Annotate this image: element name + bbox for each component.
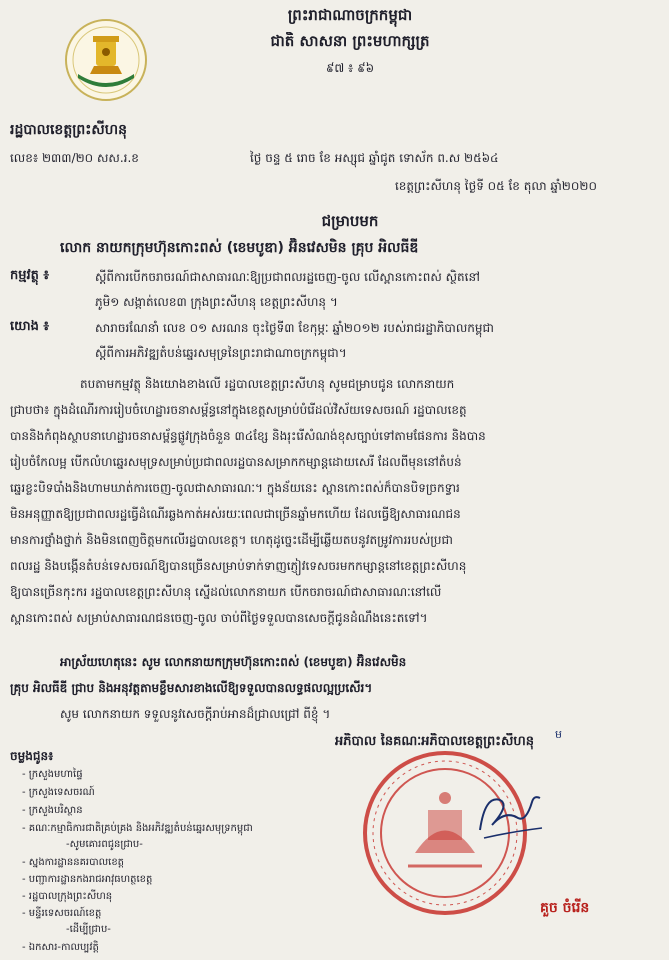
reference-number: លេខ៖ ២៣៣/២០ សស.រ.ខ <box>10 151 139 165</box>
provincial-emblem-logo <box>64 18 148 102</box>
lunar-date: ថ្ងៃ ចន្ទ ៥ រោច ខែ អស្សុជ ឆ្នាំជូត ទោស័ក ព.ស ២៥៦៤ <box>250 151 499 165</box>
signer-name: គួច ចំរើន <box>540 900 590 916</box>
body-line: ជ្រាបថា៖ ក្នុងដំណើរការរៀបចំហេដ្ឋារចនាសម្ព័ន្ធនៅក្នុងខេត្តសម្រាប់បំរើដល់វិស័យទេសចរណ៍ រដ្ឋបាលខេត្ត <box>10 403 467 417</box>
handwritten-signature <box>470 780 550 850</box>
closing-line: អាស្រ័យហេតុនេះ សូម លោកនាយកក្រុមហ៊ុនកោះពស់ (ខេមបូឌា) អ៊ិនវេសមិន <box>60 655 407 669</box>
subject-line: ស្តីពីការបើកចរាចរណ៍ជាសាធារណៈឱ្យប្រជាពលរដ្ឋចេញ-ចូល លើស្ពានកោះពស់ ស្ថិតនៅ <box>95 270 480 284</box>
reference-label: យោង ៖ <box>10 319 50 334</box>
recipient-line: លោក នាយកក្រុមហ៊ុនកោះពស់ (ខេមបូឌា) អ៊ិនវេសមិន គ្រុប អិលធីឌី <box>60 240 419 256</box>
body-line: ស្ពានកោះពស់ សម្រាប់សាធារណជនចេញ-ចូល ចាប់ពីថ្ងៃទទួលបានសេចក្តីជូនដំណឹងនេះតទៅ។ <box>10 611 428 625</box>
closing-initial-mark: ម <box>555 728 562 741</box>
body-line: ពលរដ្ឋ និងបង្កើនតំបន់ទេសចរណ៍ឱ្យបានច្រើនសម្រាប់ទាក់ទាញភ្ញៀវទេសចរមកកម្សាន្តនៅខេត្តព្រះសីហនុ <box>10 559 467 573</box>
subject-line: ភូមិ១ សង្កាត់លេខ៣ ក្រុងព្រះសីហនុ ខេត្តព្រះសីហនុ ។ <box>95 295 338 309</box>
body-line: រៀបចំកែលម្អ បើកលំហឆ្នេរសមុទ្រសម្រាប់ប្រជាពលរដ្ឋបានសម្រាកកម្សាន្តដោយសេរី ដែលពីមុននៅតំបន់ <box>10 455 462 469</box>
cc-sub-note: -សូមគោរពជូនជ្រាប- <box>66 839 143 850</box>
cc-item: - ក្រសួងទេសចរណ៍ <box>22 785 95 800</box>
solar-date: ខេត្តព្រះសីហនុ ថ្ងៃទី ០៥ ខែ តុលា ឆ្នាំ២០២០ <box>395 179 597 193</box>
subject-label: កម្មវត្ថុ ៖ <box>10 268 50 283</box>
signatory-title: អភិបាល នៃគណៈអភិបាលខេត្តព្រះសីហនុ <box>335 734 534 749</box>
cc-item: - រដ្ឋបាលក្រុងព្រះសីហនុ <box>22 889 112 904</box>
cc-sub-note: -ដើម្បីជ្រាប- <box>66 924 111 935</box>
cc-item: - ក្រសួងបរិស្ថាន <box>22 803 83 818</box>
body-line: ឆ្នេរខ្លះបិទបាំងនិងហាមឃាត់ការចេញ-ចូលជាសាធារណៈ។ ក្នុងន័យនេះ ស្ពានកោះពស់ក៏បានបិទច្រកទ្វារ <box>10 481 460 495</box>
cc-item: - មន្ទីរទេសចរណ៍ខេត្ត <box>22 906 101 921</box>
nation-motto: ជាតិ សាសនា ព្រះមហាក្សត្រ <box>270 32 430 50</box>
body-line: មិនអនុញ្ញាតឱ្យប្រជាពលរដ្ឋធ្វើដំណើរឆ្លងកាត់អស់រយៈពេលជាច្រើនឆ្នាំមកហើយ ដែលធ្វើឱ្យសាធារណជន <box>10 507 461 521</box>
body-line: មានការថ្នាំងថ្នាក់ និងមិនពេញចិត្តមកលើរដ្ឋបាលខេត្ត។ ហេតុដូច្នេះដើម្បីឆ្លើយតបនូវតម្រូវការរបស់ប្រជា <box>10 533 453 547</box>
body-line: ឱ្យបានច្រើនកុះករ រដ្ឋបាលខេត្តព្រះសីហនុ ស្នើដល់លោកនាយក បើកចរាចរណ៍ជាសាធារណៈនៅលើ <box>10 585 442 599</box>
reference-line: សារាចរណែនាំ លេខ ០១ សរណន ចុះថ្ងៃទី៣ ខែកុម្ភៈ ឆ្នាំ២០១២ របស់រាជរដ្ឋាភិបាលកម្ពុជា <box>95 321 494 335</box>
closing-line: គ្រុប អិលធីឌី ជ្រាប និងអនុវត្តតាមខ្លឹមសារខាងលើឱ្យទទួលបានលទ្ធផលល្អប្រសើរ។ <box>10 681 373 695</box>
cc-item: - ក្រសួងមហាផ្ទៃ <box>22 767 83 782</box>
body-line: បាននិងកំពុងស្ថាបនាហេដ្ឋារចនាសម្ព័ន្ធផ្លូវក្រុងចំនួន ៣៤ខ្សែ និងរុះរើសំណង់ខុសច្បាប់ទៅតាមផែនការ និងបាន <box>10 429 486 443</box>
header-ornament: ៩៧ ៖ ៩៦ <box>325 61 375 75</box>
cc-item: - ឯកសារ-កាលប្បវត្តិ <box>22 940 99 955</box>
greeting-heading: ជម្រាបមក <box>321 212 379 230</box>
closing-line: សូម លោកនាយក ទទួលនូវសេចក្តីរាប់អានដ៏ជ្រាលជ្រៅ ពីខ្ញុំ ។ <box>60 707 331 721</box>
body-line: តបតាមកម្មវត្ថុ និងយោងខាងលើ រដ្ឋបាលខេត្តព្រះសីហនុ សូមជម្រាបជូន លោកនាយក <box>80 377 455 391</box>
cc-item: - បញ្ជាការដ្ឋានកងរាជអាវុធហត្ថខេត្ត <box>22 872 152 887</box>
cc-title: ចម្លងជូន៖ <box>10 749 54 763</box>
sender-admin-name: រដ្ឋបាលខេត្តព្រះសីហនុ <box>10 122 127 138</box>
cc-item: - ស្នងការដ្ឋាននគរបាលខេត្ត <box>22 855 124 870</box>
kingdom-heading: ព្រះរាជាណាចក្រកម្ពុជា <box>287 6 413 24</box>
cc-item: - គណៈកម្មាធិការជាតិគ្រប់គ្រង និងអភិវឌ្ឍតំបន់ឆ្នេរសមុទ្រកម្ពុជា <box>22 821 253 836</box>
reference-line: ស្តីពីការអភិវឌ្ឍតំបន់ឆ្នេរសមុទ្រនៃព្រះរាជាណាចក្រកម្ពុជា។ <box>95 346 347 360</box>
